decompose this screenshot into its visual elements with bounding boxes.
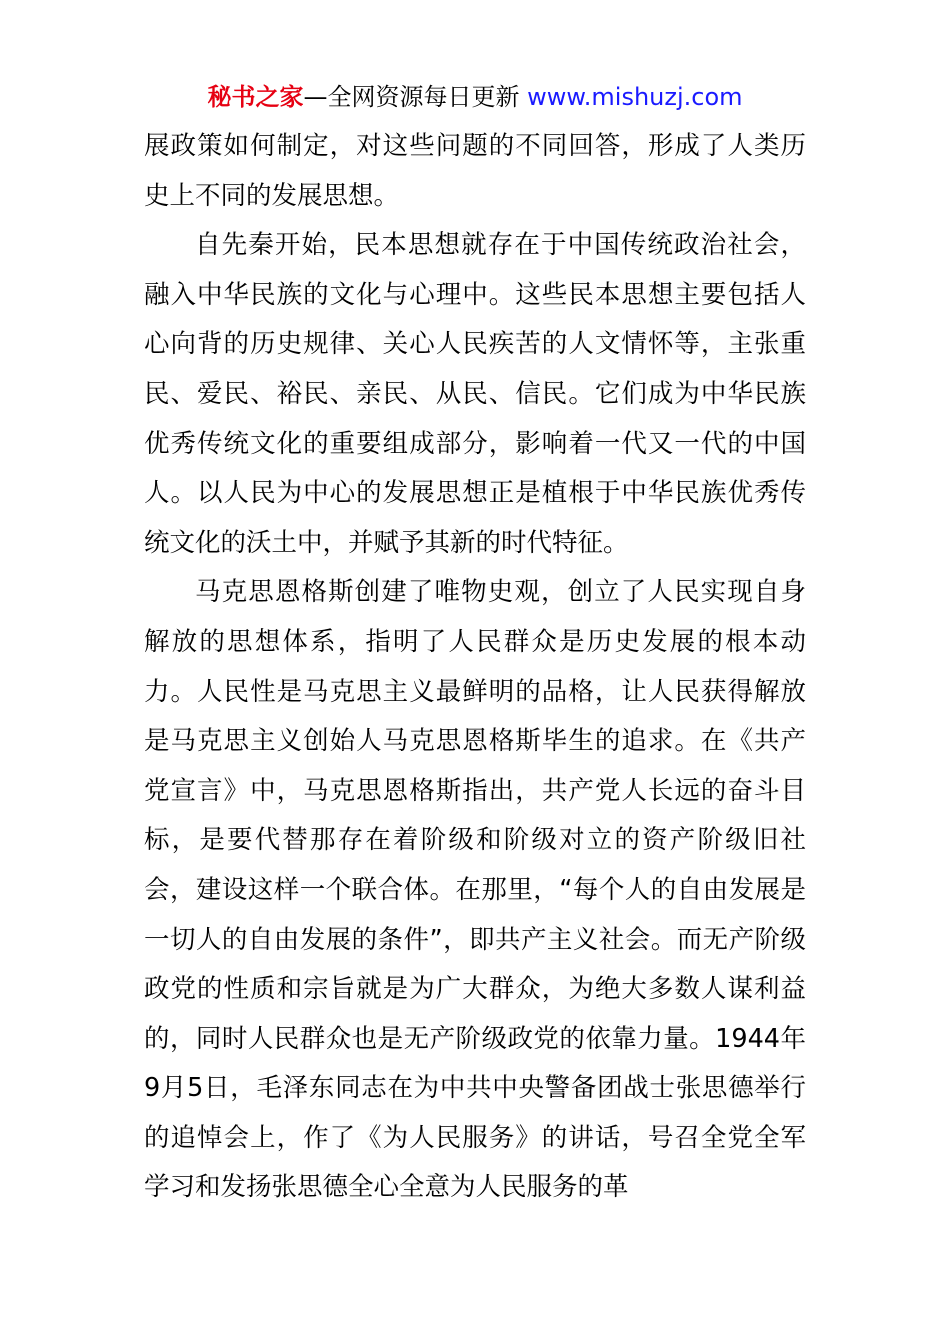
document-body [144,122,806,1213]
site-header [0,80,950,114]
site-url-link[interactable]: www.mishuzj.com [527,83,743,111]
paragraph-marxism: 马克思恩格斯创建了唯物史观，创立了人民实现自身解放的思想体系，指明了人民群众是历史发展的根本动力。人民性是马克思主义最鲜明的品格，让人民获得解放是马克思主义创始人马克思恩格斯毕生的追求。在《共产党宣言》中，马克思恩格斯指出，共产党人长远的奋斗目标，是要代替那存在着阶级和阶级对立的资产阶级旧社会，建设这样一个联合体。在那里，“每个人的自由发展是一切人的自由发展的条件”，即共产主义社会。而无产阶级政党的性质和宗旨就是为广大群众，为绝大多数人谋利益的，同时人民群众也是无产阶级政党的依靠力量。1944年9月5日，毛泽东同志在为中共中央警备团战士张思德举行的追悼会上，作了《为人民服务》的讲话，号召全党全军学习和发扬张思德全心全意为人民服务的革 [144,577,806,1203]
paragraph-continued: 展政策如何制定，对这些问题的不同回答，形成了人类历史上不同的发展思想。 [144,131,806,211]
paragraph-minben-thought: 自先秦开始，民本思想就存在于中国传统政治社会，融入中华民族的文化与心理中。这些民本思想主要包括人心向背的历史规律、关心人民疾苦的人文情怀等，主张重民、爱民、裕民、亲民、从民、信民。它们成为中华民族优秀传统文化的重要组成部分，影响着一代又一代的中国人。以人民为中心的发展思想正是植根于中华民族优秀传统文化的沃土中，并赋予其新的时代特征。 [144,230,806,558]
brand-name: 秘书之家 [207,83,304,111]
site-tagline: —全网资源每日更新 [303,83,520,111]
